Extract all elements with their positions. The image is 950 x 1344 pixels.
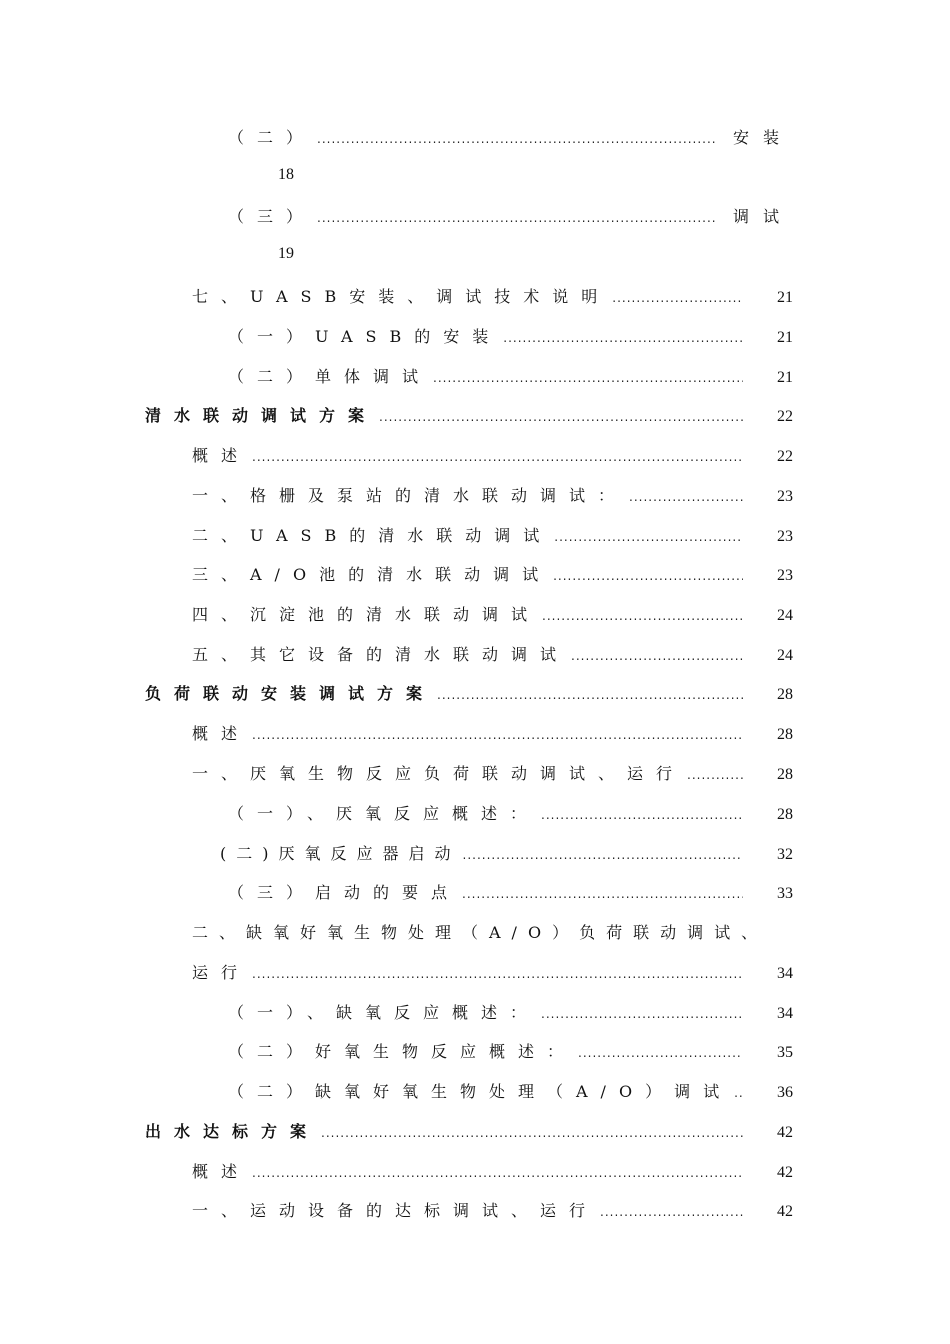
- toc-entry[interactable]: [192, 642, 793, 666]
- toc-leader-dots: [503, 331, 743, 345]
- toc-entry-label: 概述: [192, 724, 251, 743]
- toc-entry-page: 18: [278, 166, 294, 183]
- toc-entry-label: 一、厌氧生物反应负荷联动调试、运行: [192, 764, 686, 783]
- toc-entry-page: 28: [777, 686, 793, 703]
- toc-entry-label: 一、运动设备的达标调试、运行: [192, 1201, 599, 1220]
- toc-entry-page: 36: [777, 1084, 793, 1101]
- toc-entry[interactable]: [192, 284, 793, 308]
- toc-leader-dots: [252, 450, 743, 464]
- toc-entry-label: 七、UASB安装、调试技术说明: [192, 287, 611, 306]
- toc-entry-page: 32: [777, 846, 793, 863]
- toc-entry-label: 运行: [192, 963, 251, 982]
- toc-entry[interactable]: [228, 125, 793, 149]
- toc-leader-dots: [433, 371, 743, 385]
- toc-entry[interactable]: [192, 443, 793, 467]
- toc-entry-label: 二、缺氧好氧生物处理（A/O）负荷联动调试、: [192, 923, 769, 942]
- toc-entry[interactable]: [228, 1079, 793, 1103]
- toc-entry-page: 34: [777, 965, 793, 982]
- toc-entry[interactable]: [228, 324, 793, 348]
- toc-entry-page: 21: [777, 289, 793, 306]
- toc-chapter[interactable]: [145, 403, 793, 427]
- toc-leader-dots: [541, 808, 743, 822]
- toc-leader-dots: [252, 967, 743, 981]
- toc-entry-label: (二)厌氧反应器启动: [220, 844, 461, 863]
- toc-entry[interactable]: [228, 801, 793, 825]
- toc-entry-label: 一、格栅及泵站的清水联动调试：: [192, 486, 628, 505]
- toc-leader-dots: [437, 688, 743, 702]
- toc-entry-page: 24: [777, 647, 793, 664]
- toc-leader-dots: [629, 490, 743, 504]
- toc-entry-label: 清水联动调试方案: [145, 406, 378, 425]
- toc-entry-wrapped[interactable]: [192, 920, 793, 944]
- toc-entry-label: 负荷联动安装调试方案: [145, 684, 436, 703]
- toc-leader-dots: [687, 768, 743, 782]
- toc-entry[interactable]: [192, 483, 793, 507]
- toc-entry-label: 三、A/O池的清水联动调试: [192, 565, 552, 584]
- toc-entry-page: 23: [777, 488, 793, 505]
- toc-leader-dots: [541, 1007, 743, 1021]
- toc-leader-dots: [734, 1086, 743, 1100]
- toc-entry-page: 21: [777, 329, 793, 346]
- toc-entry-label: 五、其它设备的清水联动调试: [192, 645, 570, 664]
- toc-entry-page: 28: [777, 726, 793, 743]
- toc-chapter[interactable]: [145, 1119, 793, 1143]
- toc-entry[interactable]: [192, 960, 793, 984]
- toc-entry[interactable]: [192, 1198, 793, 1222]
- toc-leader-dots: [317, 211, 717, 225]
- toc-entry-label: （三）: [228, 207, 316, 226]
- toc-entry-page: 23: [777, 567, 793, 584]
- toc-leader-dots: [317, 132, 717, 146]
- toc-entry[interactable]: [192, 761, 793, 785]
- toc-entry-label: （二）: [228, 128, 316, 147]
- toc-leader-dots: [463, 848, 744, 862]
- toc-leader-dots: [571, 649, 743, 663]
- toc-leader-dots: [612, 291, 743, 305]
- toc-entry-page: 42: [777, 1203, 793, 1220]
- toc-entry-label: （一）、厌氧反应概述：: [228, 804, 540, 823]
- toc-entry[interactable]: [228, 1039, 793, 1063]
- toc-entry-page: 42: [777, 1164, 793, 1181]
- toc-leader-dots: [542, 609, 743, 623]
- toc-entry[interactable]: [192, 1159, 793, 1183]
- toc-entry-page: 21: [777, 369, 793, 386]
- toc-entry-label: （一）UASB的安装: [228, 327, 502, 346]
- toc-entry-label: 概述: [192, 1162, 251, 1181]
- toc-entry-label: （二）好氧生物反应概述：: [228, 1042, 577, 1061]
- toc-entry-page: 24: [777, 607, 793, 624]
- toc-entry-label: 概述: [192, 446, 251, 465]
- toc-leader-dots: [321, 1126, 743, 1140]
- toc-leader-dots: [554, 530, 743, 544]
- toc-entry-label: （一）、缺氧反应概述：: [228, 1003, 540, 1022]
- toc-entry[interactable]: [192, 602, 793, 626]
- toc-entry[interactable]: [220, 841, 793, 865]
- toc-leader-dots: [252, 1166, 743, 1180]
- toc-leader-dots: [553, 569, 743, 583]
- toc-leader-dots: [600, 1205, 743, 1219]
- toc-entry[interactable]: [228, 204, 793, 228]
- toc-entry[interactable]: [228, 880, 793, 904]
- toc-entry-page: 35: [777, 1044, 793, 1061]
- toc-entry-page: 22: [777, 408, 793, 425]
- toc-entry-page: 19: [278, 245, 294, 262]
- toc-entry[interactable]: [192, 523, 793, 547]
- toc-entry-label: （三）启动的要点: [228, 883, 461, 902]
- toc-entry-tail: 调试: [732, 207, 793, 226]
- toc-entry-tail: 安装: [732, 128, 793, 147]
- toc-entry[interactable]: [228, 364, 793, 388]
- toc-entry-page: 34: [777, 1005, 793, 1022]
- toc-entry-label: （二）缺氧好氧生物处理（A/O）调试: [228, 1082, 733, 1101]
- toc-entry-page: 33: [777, 885, 793, 902]
- toc-leader-dots: [462, 887, 743, 901]
- toc-entry[interactable]: [192, 562, 793, 586]
- toc-entry-label: 二、UASB的清水联动调试: [192, 526, 553, 545]
- toc-chapter[interactable]: [145, 681, 793, 705]
- toc-entry-page: 42: [777, 1124, 793, 1141]
- toc-entry[interactable]: [192, 721, 793, 745]
- toc-entry-label: 出水达标方案: [145, 1122, 320, 1141]
- toc-entry-label: 四、沉淀池的清水联动调试: [192, 605, 541, 624]
- toc-leader-dots: [252, 728, 743, 742]
- toc-entry-page: 23: [777, 528, 793, 545]
- toc-entry-label: （二）单体调试: [228, 367, 432, 386]
- toc-leader-dots: [379, 410, 743, 424]
- toc-entry[interactable]: [228, 1000, 793, 1024]
- toc-entry-page: 28: [777, 806, 793, 823]
- toc-entry-page: 22: [777, 448, 793, 465]
- toc-leader-dots: [578, 1046, 743, 1060]
- toc-entry-page: 28: [777, 766, 793, 783]
